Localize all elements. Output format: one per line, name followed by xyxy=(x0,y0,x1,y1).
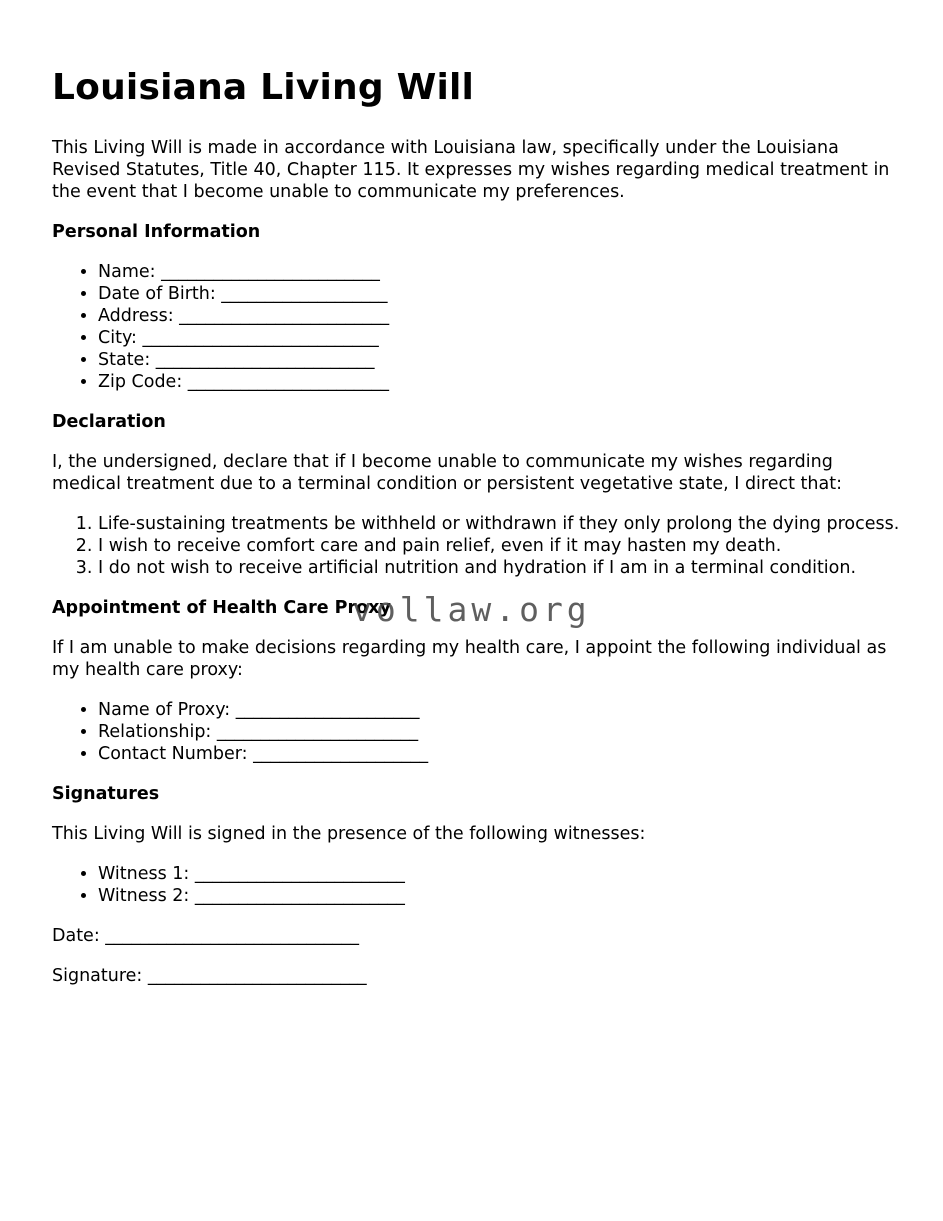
proxy-name-field[interactable]: • Name of Proxy: _____________________ xyxy=(98,699,902,721)
zip-code-field[interactable]: • Zip Code: _______________________ xyxy=(98,371,902,393)
intro-paragraph: This Living Will is made in accordance with Louisiana law, specifically under the Louisiana Revised Statutes, Title 40, Chapter 115. It expresses my wishes regarding medical treatment in the event that I become unable to communicate my preferences. xyxy=(52,138,890,202)
contact-number-field[interactable]: • Contact Number: ____________________ xyxy=(98,743,902,765)
date-of-birth-field[interactable]: • Date of Birth: ___________________ xyxy=(98,283,902,305)
proxy-heading: Appointment of Health Care Proxy xyxy=(52,598,391,618)
declaration-paragraph: I, the undersigned, declare that if I become unable to communicate my wishes regarding medical treatment due to a terminal condition or persistent vegetative state, I direct that: xyxy=(52,452,842,494)
watermark: vollaw.org xyxy=(352,590,591,629)
witness-2-field[interactable]: • Witness 2: ________________________ xyxy=(98,885,902,907)
witness-list xyxy=(52,863,902,907)
proxy-paragraph: If I am unable to make decisions regarding my health care, I appoint the following individual as my health care proxy: xyxy=(52,638,887,680)
proxy-list xyxy=(52,699,902,765)
declaration-heading: Declaration xyxy=(52,412,166,432)
declaration-list xyxy=(52,513,902,579)
witness-1-field[interactable]: • Witness 1: ________________________ xyxy=(98,863,902,885)
signatures-paragraph: This Living Will is signed in the presence of the following witnesses: xyxy=(52,824,646,844)
personal-info-heading: Personal Information xyxy=(52,222,261,242)
document-title: Louisiana Living Will xyxy=(52,67,475,108)
signatures-heading: Signatures xyxy=(52,784,160,804)
name-field[interactable]: • Name: _________________________ xyxy=(98,261,902,283)
personal-info-list xyxy=(52,261,902,393)
declaration-item: 1. Life-sustaining treatments be withheld or withdrawn if they only prolong the dying process. xyxy=(98,513,902,535)
document-page xyxy=(52,66,902,1005)
declaration-item: 3. I do not wish to receive artificial nutrition and hydration if I am in a terminal condition. xyxy=(98,557,902,579)
address-field[interactable]: • Address: ________________________ xyxy=(98,305,902,327)
signature-field[interactable]: Signature: _________________________ xyxy=(52,966,367,986)
date-field[interactable]: Date: _____________________________ xyxy=(52,926,360,946)
state-field[interactable]: • State: _________________________ xyxy=(98,349,902,371)
declaration-item: 2. I wish to receive comfort care and pain relief, even if it may hasten my death. xyxy=(98,535,902,557)
city-field[interactable]: • City: ___________________________ xyxy=(98,327,902,349)
relationship-field[interactable]: • Relationship: _______________________ xyxy=(98,721,902,743)
